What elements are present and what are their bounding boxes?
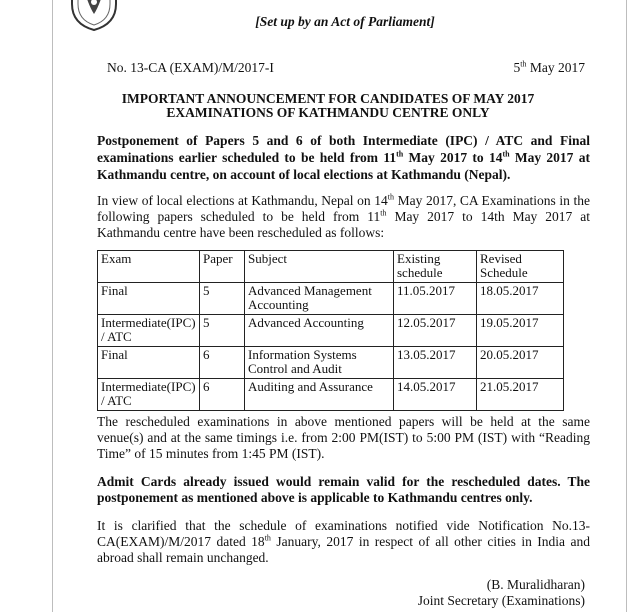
left-page-border (52, 0, 53, 612)
reference-line (107, 60, 585, 76)
cell-revised: 18.05.2017 (477, 283, 564, 315)
intro-paragraph: In view of local elections at Kathmandu, Nepal on 14th May 2017, CA Examinations in the following papers scheduled to be held from 11th May 2017 to 14th May 2017 at Kathmandu centre have been rescheduled as follows: (97, 192, 590, 240)
cell-paper: 5 (200, 315, 245, 347)
reschedule-table (97, 250, 564, 411)
cell-exam: Intermediate(IPC) / ATC (98, 315, 200, 347)
table-header-row (98, 251, 564, 283)
reference-number: No. 13-CA (EXAM)/M/2017-I (107, 60, 274, 75)
signatory-name: (B. Muralidharan) (486, 577, 585, 592)
col-header-subject: Subject (245, 251, 394, 283)
cell-exam: Final (98, 347, 200, 379)
col-header-paper: Paper (200, 251, 245, 283)
right-page-border (626, 0, 627, 612)
cell-paper: 5 (200, 283, 245, 315)
cell-exam: Final (98, 283, 200, 315)
col-header-revised: Revised Schedule (477, 251, 564, 283)
cell-existing: 14.05.2017 (394, 379, 477, 411)
cell-subject: Auditing and Assurance (245, 379, 394, 411)
announcement-title: IMPORTANT ANNOUNCEMENT FOR CANDIDATES OF MAY 2017 EXAMINATIONS OF KATHMANDU CENTRE ONLY (121, 91, 535, 120)
cell-existing: 12.05.2017 (394, 315, 477, 347)
cell-revised: 20.05.2017 (477, 347, 564, 379)
cell-paper: 6 (200, 379, 245, 411)
clarification-paragraph: It is clarified that the schedule of examinations notified vide Notification No.13-CA(EXAM)/M/2017 dated 18th January, 2017 in respect of all other cities in India and abroad shall remain unchanged. (97, 518, 591, 565)
institute-tagline: [Set up by an Act of Parliament] (255, 14, 435, 29)
table-row (98, 347, 564, 379)
notice-date: 5th May 2017 (513, 59, 585, 75)
postponement-summary: Postponement of Papers 5 and 6 of both Intermediate (IPC) / ATC and Final examinations earlier scheduled to be held from 11th May 2017 to 14th May 2017 at Kathmandu centre, on account of local elections at Kathmandu (Nepal). (97, 133, 590, 182)
cell-subject: Advanced Accounting (245, 315, 394, 347)
venue-timing-note: The rescheduled examinations in above mentioned papers will be held at the same venue(s) and at the same timings i.e. from 2:00 PM(IST) to 5:00 PM (IST) with “Reading Time” of 15 minutes from 1:45 PM (IST). (97, 414, 590, 461)
cell-paper: 6 (200, 347, 245, 379)
col-header-existing: Existing schedule (394, 251, 477, 283)
cell-subject: Advanced Management Accounting (245, 283, 394, 315)
table-row (98, 315, 564, 347)
table-row (98, 283, 564, 315)
admit-card-note: Admit Cards already issued would remain valid for the rescheduled dates. The postponement as mentioned above is applicable to Kathmandu centres only. (97, 474, 590, 505)
signature-block (418, 577, 585, 609)
cell-existing: 11.05.2017 (394, 283, 477, 315)
col-header-exam: Exam (98, 251, 200, 283)
cell-revised: 19.05.2017 (477, 315, 564, 347)
signatory-designation: Joint Secretary (Examinations) (417, 593, 585, 608)
cell-revised: 21.05.2017 (477, 379, 564, 411)
table-row (98, 379, 564, 411)
cell-existing: 13.05.2017 (394, 347, 477, 379)
cell-exam: Intermediate(IPC) / ATC (98, 379, 200, 411)
cell-subject: Information Systems Control and Audit (245, 347, 394, 379)
